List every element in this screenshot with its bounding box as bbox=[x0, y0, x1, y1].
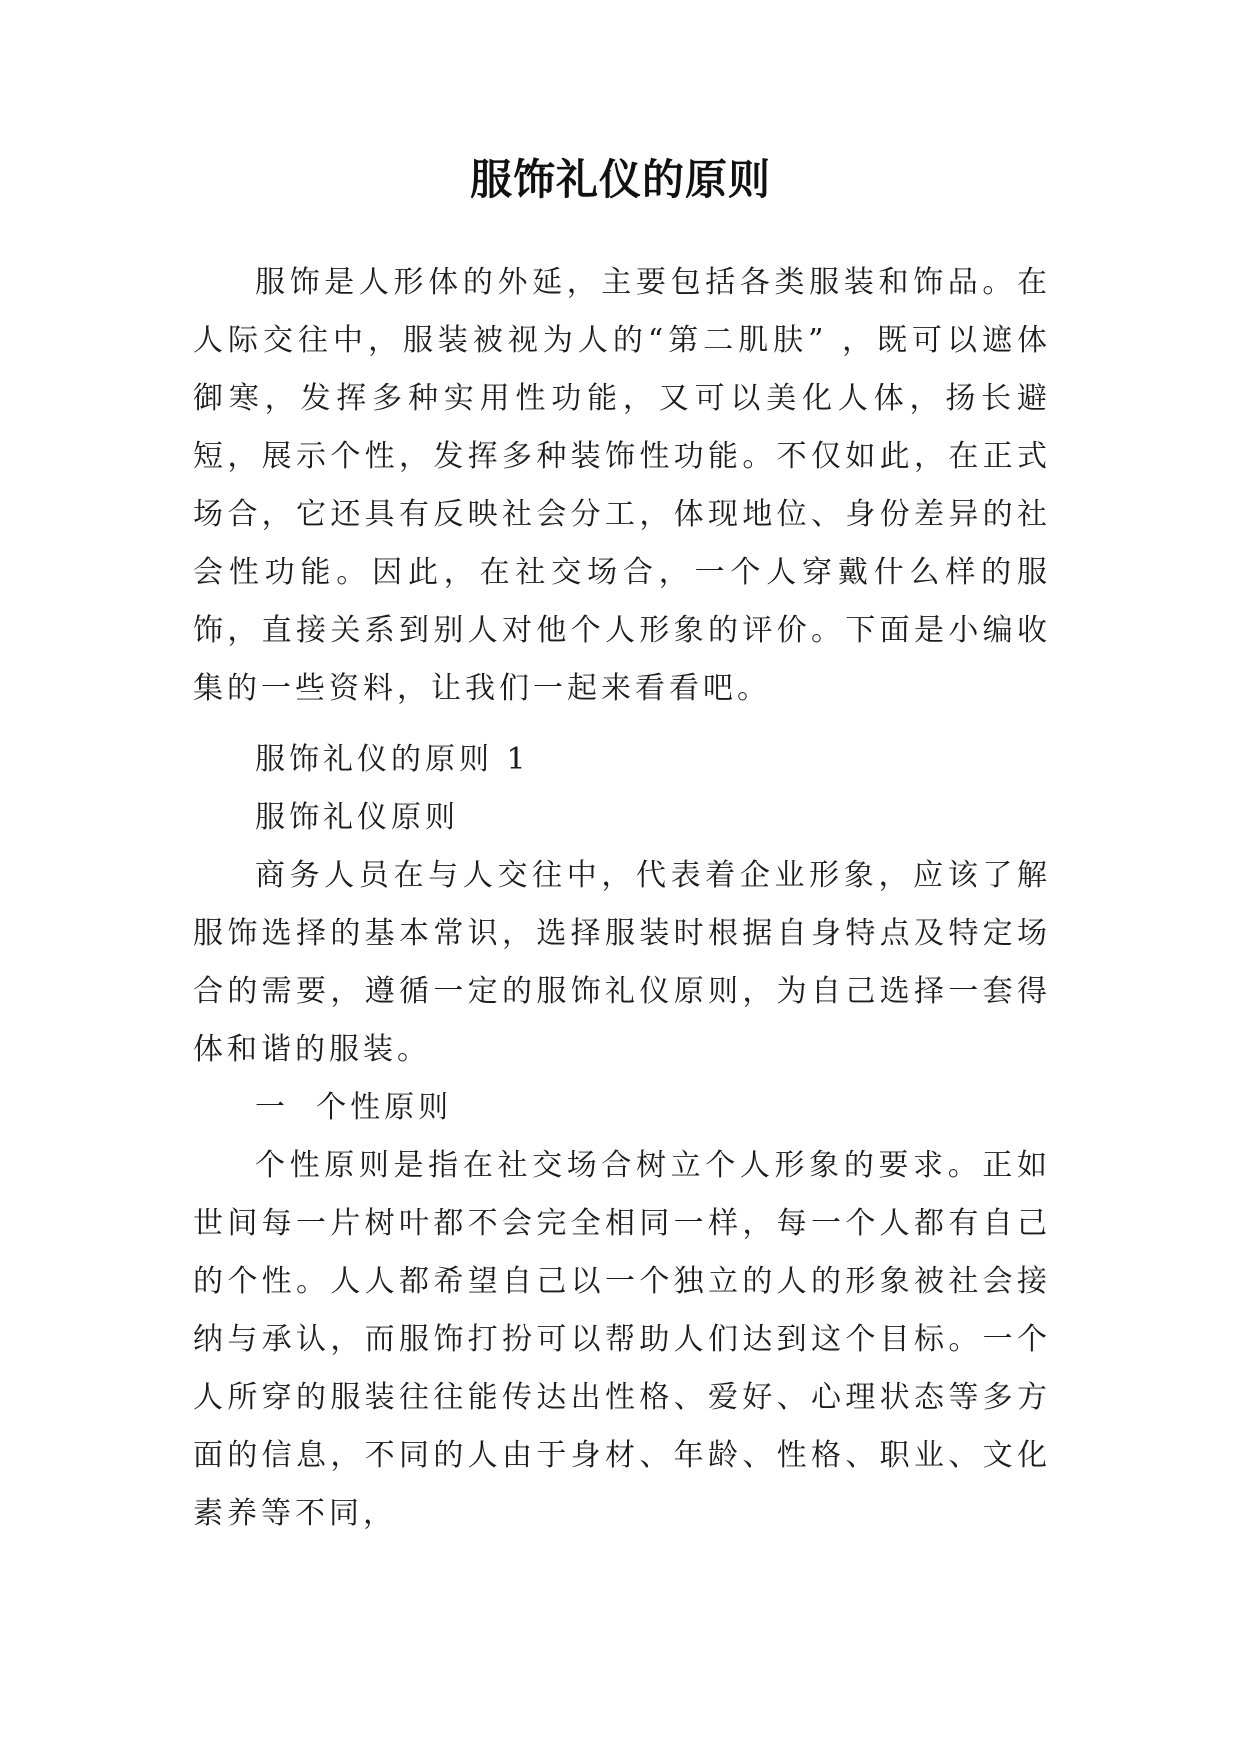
intro-block bbox=[193, 254, 1051, 718]
body-paragraph-2: 个性原则是指在社交场合树立个人形象的要求。正如世间每一片树叶都不会完全相同一样，每一个人都有自己的个性。人人都希望自己以一个独立的人的形象被社会接纳与承认，而服饰打扮可以帮助人们达到这个目标。一个人所穿的服装往往能传达出性格、爱好、心理状态等多方面的信息，不同的人由于身材、年龄、性格、职业、文化素养等不同， bbox=[193, 1148, 1051, 1531]
principle-heading: 一 个性原则 bbox=[255, 1090, 453, 1125]
section-heading: 服饰礼仪的原则 1 bbox=[255, 742, 530, 777]
section-block bbox=[193, 731, 1051, 1543]
intro-paragraph: 服饰是人形体的外延，主要包括各类服装和饰品。在人际交往中，服装被视为人的“第二肌肤” ，既可以遮体御寒，发挥多种实用性功能，又可以美化人体，扬长避短，展示个性，发挥多种装饰性功能。不仅如此，在正式场合，它还具有反映社会分工，体现地位、身份差异的社会性功能。因此，在社交场合，一个人穿戴什么样的服饰，直接关系到别人对他个人形象的评价。下面是小编收集的一些资料，让我们一起来看看吧。 bbox=[193, 265, 1051, 706]
subheading: 服饰礼仪原则 bbox=[255, 800, 459, 835]
document-title: 服饰礼仪的原则 bbox=[469, 155, 771, 204]
body-paragraph-1: 商务人员在与人交往中，代表着企业形象，应该了解服饰选择的基本常识，选择服装时根据自身特点及特定场合的需要，遵循一定的服饰礼仪原则，为自己选择一套得体和谐的服装。 bbox=[193, 858, 1051, 1067]
